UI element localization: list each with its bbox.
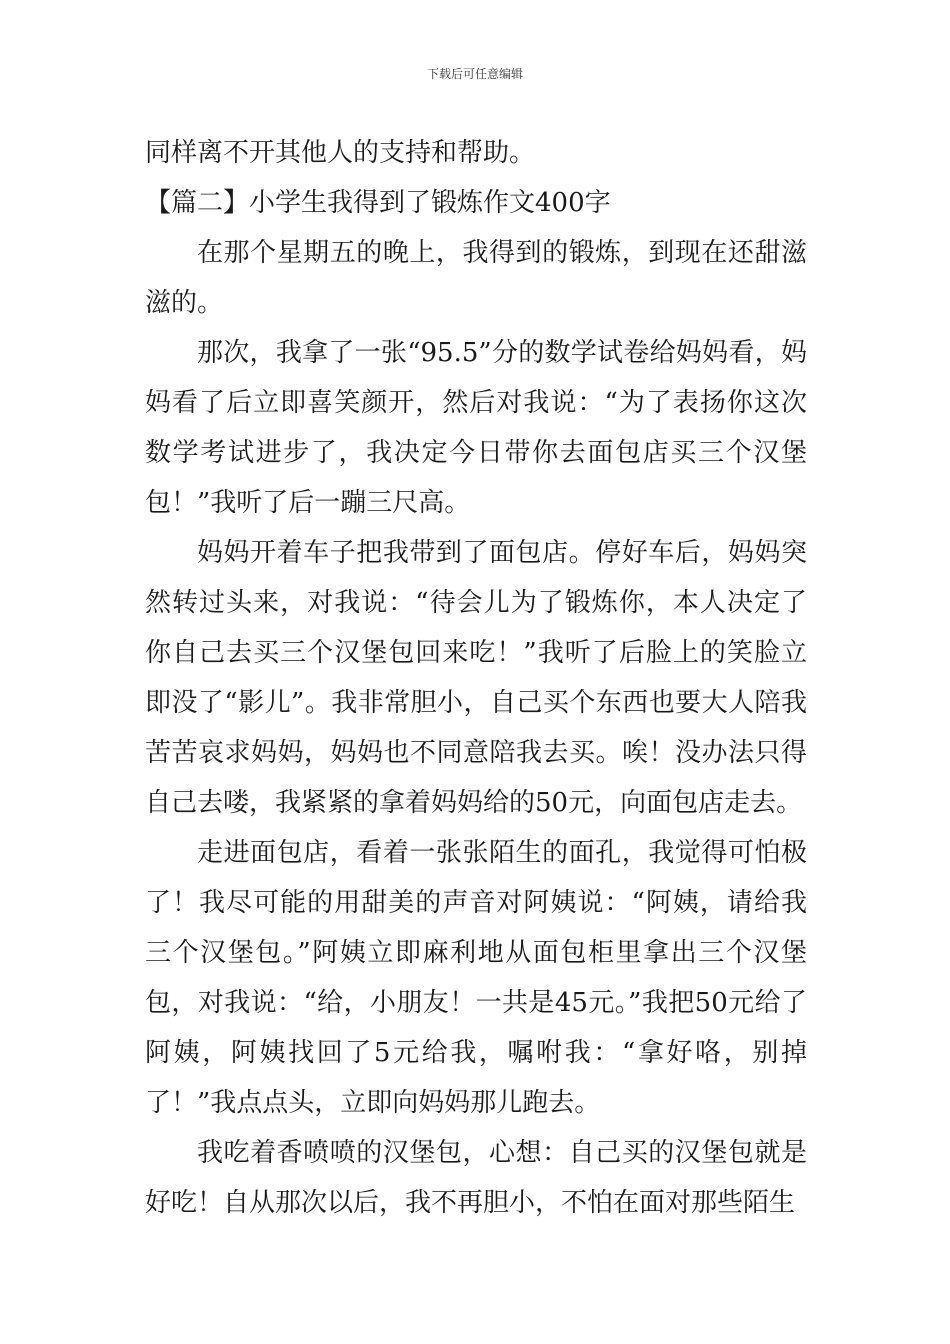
paragraph: 我吃着香喷喷的汉堡包，心想：自己买的汉堡包就是好吃！自从那次以后，我不再胆小，不怕在面对那些陌生 [145,1138,807,1218]
page-header: 下载后可任意编辑 [426,67,523,81]
paragraph: 那次，我拿了一张“95.5”分的数学试卷给妈妈看，妈妈看了后立即喜笑颜开，然后对我说：“为了表扬你这次数学考试进步了，我决定今日带你去面包店买三个汉堡包！”我听了后一蹦三尺高。 [145,338,807,518]
paragraph: 妈妈开着车子把我带到了面包店。停好车后，妈妈突然转过头来，对我说：“待会儿为了锻炼你，本人决定了你自己去买三个汉堡包回来吃！”我听了后脸上的笑脸立即没了“影儿”。我非常胆小，自己买个东西也要大人陪我苦苦哀求妈妈，妈妈也不同意陪我去买。唉！没办法只得自己去喽，我紧紧的拿着妈妈给的50元，向面包店走去。 [145,538,807,818]
paragraph: 在那个星期五的晚上，我得到的锻炼，到现在还甜滋滋的。 [145,238,807,318]
paragraph: 走进面包店，看着一张张陌生的面孔，我觉得可怕极了！我尽可能的用甜美的声音对阿姨说：“阿姨，请给我三个汉堡包。”阿姨立即麻利地从面包柜里拿出三个汉堡包，对我说：“给，小朋友！一共是45元。”我把50元给了阿姨，阿姨找回了5元给我，嘱咐我：“拿好咯，别掉了！”我点点头，立即向妈妈那儿跑去。 [145,838,807,1118]
article-body [145,128,807,1228]
section-heading: 【篇二】小学生我得到了锻炼作文400字 [145,188,611,218]
paragraph: 同样离不开其他人的支持和帮助。 [145,138,536,168]
